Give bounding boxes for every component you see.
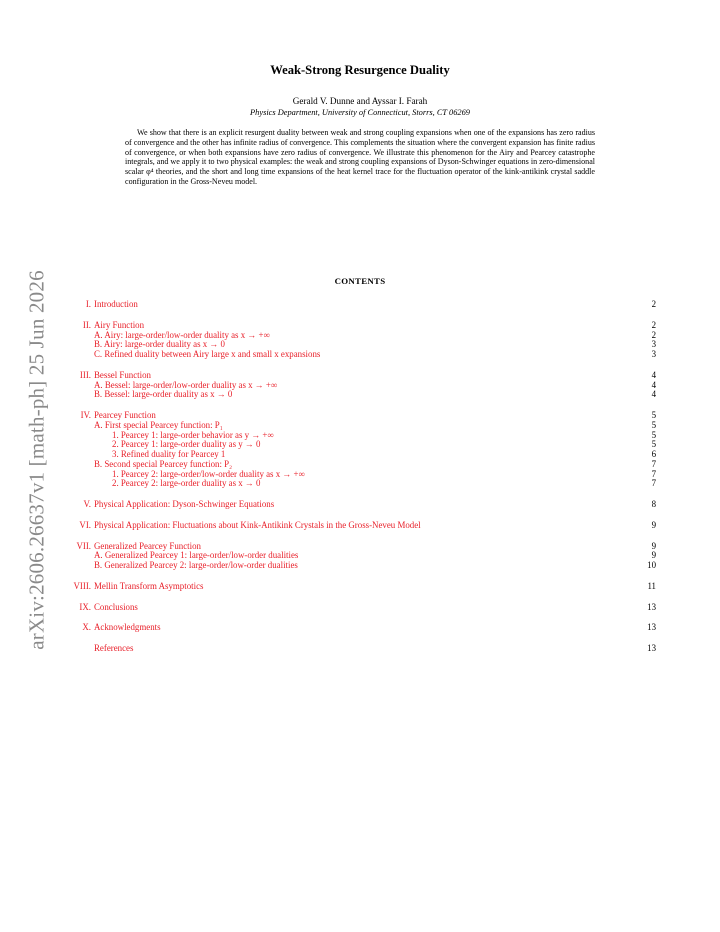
toc-section-number: V. bbox=[83, 499, 91, 509]
paper-title: Weak-Strong Resurgence Duality bbox=[270, 63, 450, 77]
toc-entry-link[interactable]: Acknowledgments bbox=[94, 622, 161, 633]
toc-entry[interactable] bbox=[60, 479, 656, 489]
table-of-contents bbox=[60, 300, 656, 665]
toc-page-number: 7 bbox=[651, 468, 656, 479]
toc-entry[interactable] bbox=[60, 500, 656, 510]
toc-page-number: 11 bbox=[647, 580, 656, 591]
toc-page-number: 8 bbox=[651, 499, 656, 509]
toc-page-number: 13 bbox=[647, 643, 656, 653]
toc-page-number: 5 bbox=[651, 419, 656, 430]
toc-entry-link[interactable]: B. Airy: large-order duality as x → 0 bbox=[94, 339, 225, 350]
toc-entry-link[interactable]: B. Generalized Pearcey 2: large-order/low-order dualities bbox=[94, 560, 298, 570]
toc-page-number: 5 bbox=[651, 410, 656, 420]
abstract-paragraph: We show that there is an explicit resurgent duality between weak and strong coupling expansions when one of the expansions has zero radius of convergence and the other has infinite radius of convergence. This complements the situation where the convergent expansion has finite radius of convergence, or when both expansions have zero radius of convergence. We illustrate this phenomenon for the Airy and Pearcey catastrophe integrals, and we apply it to two physical examples: the weak and strong coupling expansions of Dyson-Schwinger equations in zero-dimensional scalar φ⁴ theories, and the short and long time expansions of the heat kernel trace for the fluctuation operator of the kink-antikink crystal saddle configuration in the Gross-Neveu model. bbox=[125, 128, 595, 186]
toc-group bbox=[60, 321, 656, 360]
toc-page-number: 2 bbox=[651, 329, 656, 340]
toc-entry-link[interactable]: 1. Pearcey 2: large-order/low-order duality as x → +∞ bbox=[112, 468, 305, 479]
toc-group bbox=[60, 371, 656, 400]
toc-group bbox=[60, 644, 656, 654]
toc-section-number: VIII. bbox=[73, 580, 91, 591]
toc-entry-link[interactable]: Airy Function bbox=[94, 319, 145, 330]
toc-group bbox=[60, 603, 656, 613]
toc-entry-link[interactable]: Physical Application: Fluctuations about Kink-Antikink Crystals in the Gross-Neveu Model bbox=[94, 519, 421, 530]
toc-entry[interactable] bbox=[60, 582, 656, 592]
toc-entry-link[interactable]: A. Bessel: large-order/low-order duality as x → +∞ bbox=[94, 379, 278, 390]
toc-entry-link[interactable]: Bessel Function bbox=[94, 369, 151, 380]
toc-group bbox=[60, 411, 656, 489]
toc-group bbox=[60, 300, 656, 310]
toc-page-number: 5 bbox=[651, 429, 656, 440]
toc-group bbox=[60, 521, 656, 531]
toc-entry[interactable] bbox=[60, 644, 656, 654]
toc-entry[interactable] bbox=[60, 390, 656, 400]
contents-heading: CONTENTS bbox=[334, 276, 386, 286]
toc-entry-link[interactable]: 2. Pearcey 1: large-order duality as y → 0 bbox=[112, 439, 261, 450]
toc-page-number: 10 bbox=[647, 560, 656, 570]
toc-entry[interactable] bbox=[60, 521, 656, 531]
paper-affiliation: Physics Department, University of Connecticut, Storrs, CT 06269 bbox=[250, 108, 470, 117]
toc-page-number: 9 bbox=[651, 519, 656, 530]
toc-entry-link[interactable]: C. Refined duality between Airy large x and small x expansions bbox=[94, 349, 321, 359]
toc-entry-link[interactable]: 3. Refined duality for Pearcey 1 bbox=[112, 449, 226, 459]
toc-entry-link[interactable]: A. First special Pearcey function: P₁ bbox=[94, 419, 223, 430]
toc-entry-link[interactable]: Conclusions bbox=[94, 601, 138, 612]
toc-entry-link[interactable]: Introduction bbox=[94, 299, 138, 309]
toc-page-number: 5 bbox=[651, 439, 656, 450]
toc-page-number: 2 bbox=[651, 319, 656, 330]
toc-page-number: 7 bbox=[651, 478, 656, 489]
toc-entry-link[interactable]: Pearcey Function bbox=[94, 410, 156, 420]
toc-page-number: 4 bbox=[651, 369, 656, 380]
toc-entry[interactable] bbox=[60, 300, 656, 310]
toc-group bbox=[60, 582, 656, 592]
toc-entry-link[interactable]: Mellin Transform Asymptotics bbox=[94, 580, 204, 591]
toc-entry-link[interactable]: A. Airy: large-order/low-order duality as x → +∞ bbox=[94, 329, 270, 340]
toc-page-number: 13 bbox=[647, 622, 656, 633]
toc-entry-link[interactable]: Generalized Pearcey Function bbox=[94, 540, 201, 551]
toc-page-number: 9 bbox=[651, 550, 656, 561]
toc-entry-link[interactable]: Physical Application: Dyson-Schwinger Equations bbox=[94, 499, 275, 509]
toc-entry[interactable] bbox=[60, 350, 656, 360]
toc-entry-link[interactable]: References bbox=[94, 643, 134, 653]
arxiv-side-stamp: arXiv:2606.26637v1 [math-ph] 25 Jun 2026 bbox=[24, 270, 49, 650]
toc-section-number: III. bbox=[79, 369, 91, 380]
toc-page-number: 3 bbox=[651, 349, 656, 359]
toc-section-number: IV. bbox=[80, 410, 91, 420]
toc-entry[interactable] bbox=[60, 623, 656, 633]
toc-page-number: 4 bbox=[651, 379, 656, 390]
toc-page-number: 7 bbox=[651, 458, 656, 469]
toc-group bbox=[60, 500, 656, 510]
toc-section-number: VI. bbox=[79, 519, 91, 530]
toc-entry-link[interactable]: B. Bessel: large-order duality as x → 0 bbox=[94, 389, 233, 400]
toc-section-number: II. bbox=[82, 319, 91, 330]
toc-entry-link[interactable]: A. Generalized Pearcey 1: large-order/low-order dualities bbox=[94, 550, 299, 561]
toc-page-number: 13 bbox=[647, 601, 656, 612]
toc-page-number: 9 bbox=[651, 540, 656, 551]
toc-page-number: 2 bbox=[651, 299, 656, 309]
toc-section-number: VII. bbox=[76, 540, 91, 551]
toc-page-number: 6 bbox=[651, 449, 656, 459]
toc-section-number: X. bbox=[82, 622, 91, 633]
toc-entry-link[interactable]: 2. Pearcey 2: large-order duality as x → 0 bbox=[112, 478, 261, 489]
toc-entry-link[interactable]: B. Second special Pearcey function: P₂ bbox=[94, 458, 233, 469]
toc-page-number: 3 bbox=[651, 339, 656, 350]
paper-authors: Gerald V. Dunne and Ayssar I. Farah bbox=[292, 96, 428, 106]
toc-section-number: I. bbox=[85, 299, 91, 309]
toc-section-number: IX. bbox=[79, 601, 91, 612]
toc-entry[interactable] bbox=[60, 561, 656, 571]
toc-entry[interactable] bbox=[60, 603, 656, 613]
toc-entry-link[interactable]: 1. Pearcey 1: large-order behavior as y → +∞ bbox=[112, 429, 274, 440]
toc-group bbox=[60, 542, 656, 571]
toc-group bbox=[60, 623, 656, 633]
toc-page-number: 4 bbox=[651, 389, 656, 400]
